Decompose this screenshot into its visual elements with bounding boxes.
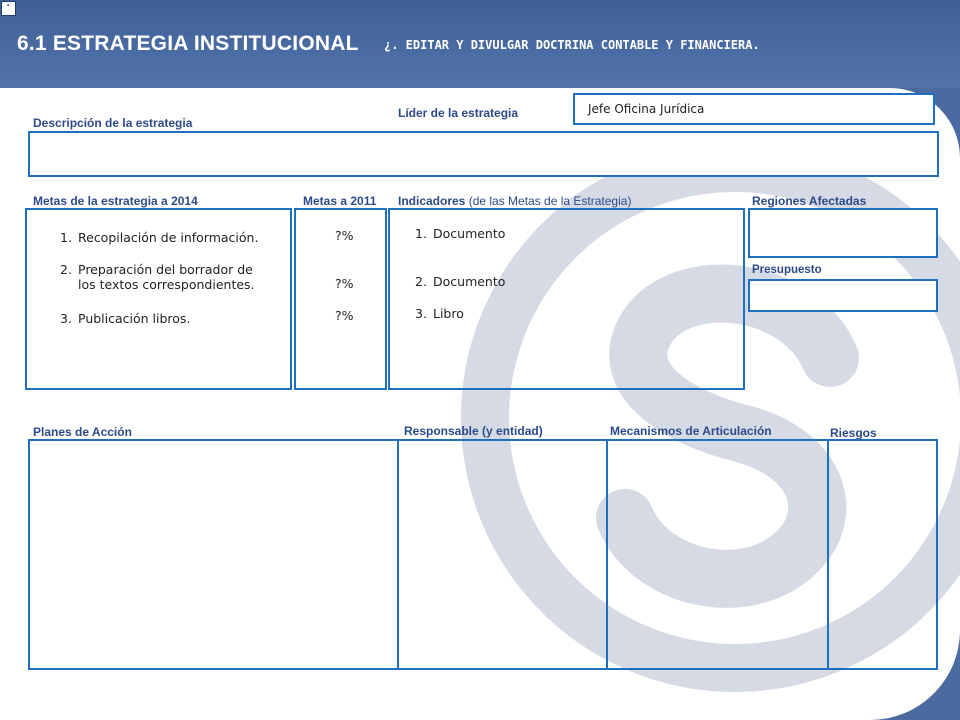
- goal-2011-value: ?%: [335, 228, 354, 243]
- goal-item: 1. Recopilación de información.: [60, 230, 259, 245]
- description-field[interactable]: [28, 131, 939, 177]
- goals-2011-label: Metas a 2011: [303, 194, 377, 208]
- responsible-label: Responsable (y entidad): [404, 424, 543, 438]
- action-plans-label: Planes de Acción: [33, 425, 132, 439]
- action-plans-box[interactable]: [28, 439, 399, 670]
- regions-label: Regiones Afectadas: [752, 194, 867, 208]
- goal-item: 3. Publicación libros.: [60, 311, 191, 326]
- indicator-item: 1. Documento: [415, 226, 506, 241]
- budget-field[interactable]: [748, 279, 938, 312]
- goals-2014-label: Metas de la estrategia a 2014: [33, 194, 198, 208]
- responsible-box[interactable]: [397, 439, 608, 670]
- regions-field[interactable]: [748, 208, 938, 258]
- leader-field[interactable]: [573, 93, 935, 125]
- mechanisms-box[interactable]: [606, 439, 829, 670]
- indicators-label-main: Indicadores: [398, 194, 466, 208]
- page-title: 6.1 ESTRATEGIA INSTITUCIONAL: [17, 32, 359, 55]
- leader-label: Líder de la estrategia: [398, 106, 519, 120]
- corner-mark[interactable]: ·: [1, 1, 16, 16]
- budget-label: Presupuesto: [752, 264, 822, 276]
- risks-label: Riesgos: [830, 426, 877, 440]
- indicators-label-note: (de las Metas de la Estrategia): [465, 194, 632, 208]
- description-label: Descripción de la estrategia: [33, 116, 193, 130]
- indicator-item: 2. Documento: [415, 274, 506, 289]
- risks-box[interactable]: [827, 439, 938, 670]
- strategy-name: ¿. EDITAR Y DIVULGAR DOCTRINA CONTABLE Y FINANCIERA.: [384, 38, 760, 52]
- goal-2011-value: ?%: [335, 308, 354, 323]
- goal-2011-value: ?%: [335, 276, 354, 291]
- leader-value: Jefe Oficina Jurídica: [588, 102, 705, 116]
- mechanisms-label: Mecanismos de Articulación: [610, 424, 772, 438]
- indicators-label: [398, 194, 631, 208]
- indicator-item: 3. Libro: [415, 306, 464, 321]
- goal-item: 2. Preparación del borrador de los textos correspondientes.: [60, 262, 255, 292]
